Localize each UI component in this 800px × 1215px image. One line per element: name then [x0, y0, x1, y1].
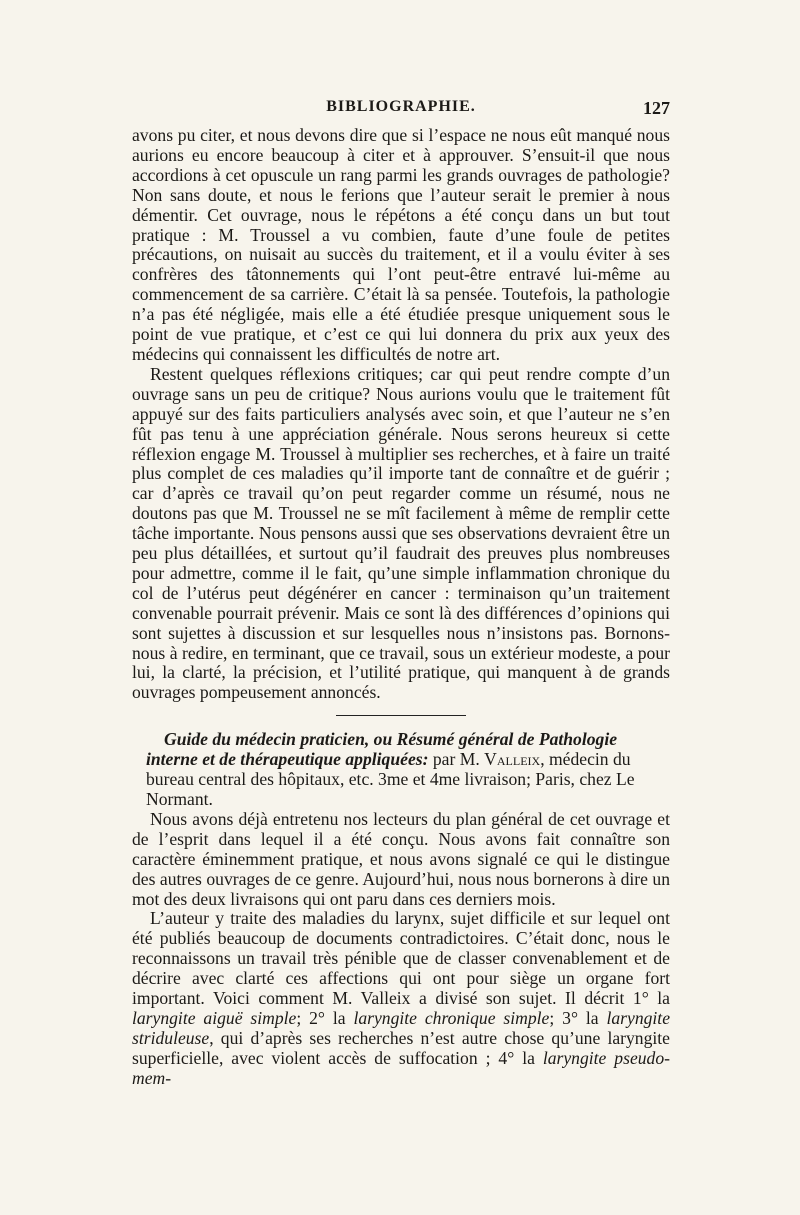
text-run: ; 3° la — [549, 1007, 607, 1028]
paragraph-review-intro: Nous avons déjà entretenu nos lecteurs du plan général de cet ouvrage et de l’esprit dans lequel il a été conçu. Nous avons fait connaître son caractère éminemment pratique, et nous avons signalé ce qui le distingue des autres ouvrages de ce genre. Aujourd’hui, nous nous bornerons à dire un mot des deux livraisons qui ont paru dans ces derniers mois. — [132, 808, 670, 909]
running-title: BIBLIOGRAPHIE. — [326, 98, 476, 115]
italic-term: laryngite striduleuse — [132, 1007, 671, 1048]
paragraph-critique: Restent quelques réflexions critiques; car qui peut rendre compte d’un ouvrage sans un peu de critique? Nous aurions voulu que le traitement fût appuyé sur des faits particuliers analysés avec soin, et que l’auteur ne s’en fût pas tenu à une appréciation générale. Nous serons heureux si cette réflexion engage M. Troussel à multiplier ses recherches, et à faire un traité plus complet de ces maladies qu’il importe tant de connaître et de guérir ; car d’après ce travail qu’on peut regarder comme un résumé, nous ne doutons pas que M. Troussel ne se mît facilement à même de remplir cette tâche importante. Nous pensons aussi que ses observations devraient être un peu plus détaillées, et surtout qu’il faudrait des preuves plus nombreuses pour admettre, comme il le fait, qu’une simple inflammation chronique du col de l’utérus peut dégénérer en cancer : terminaison qu’un traitement convenable pourrait prévenir. Mais ce sont là des différences d’opinions qui sont sujettes à discussion et sur lesquelles nous n’insistons pas. Bornons-nous à redire, en terminant, que ce travail, sous un extérieur modeste, a pour lui, la clarté, la précision, et l’utilité pratique, qui manquent à de grands ouvrages pompeusement annoncés. — [132, 363, 670, 703]
paragraph-review-larynx — [132, 909, 670, 1088]
paragraph-continued: avons pu citer, et nous devons dire que si l’espace ne nous eût manqué nous aurions eu encore beaucoup à citer et à approuver. S’ensuit-il que nous accordions à cet opuscule un rang parmi les grands ouvrages de pathologie? Non sans doute, et nous le ferions que l’auteur serait le premier à nous démentir. Cet ouvrage, nous le répétons a été conçu dans un but tout pratique : M. Troussel a vu combien, faute d’une foule de petites précautions, on nuisait au succès du traitement, et il a voulu éviter à ses confrères des tâtonnements qui l’ont peut-être entravé lui-même au commencement de sa carrière. C’était là sa pensée. Toutefois, la pathologie n’a pas été négligée, mais elle a été étudiée presque uniquement sous le point de vue pratique, et c’est ce qui lui donnera du prix aux yeux des médecins qui connaissent les difficultés de notre art. — [132, 125, 670, 364]
review-by: par M. — [428, 749, 485, 770]
review-publication-info: , médecin du bureau central des hôpitaux, etc. 3me et 4me livraison; Paris, chez Le Normant. — [146, 749, 635, 809]
text-run: , qui d’après ses recherches n’est autre chose qu’une laryngite superficielle, avec violent accès de suffocation ; 4° la — [132, 1027, 670, 1068]
italic-term: laryngite aiguë simple — [132, 1007, 297, 1028]
text-run: ; 2° la — [296, 1007, 354, 1028]
page-body — [132, 126, 670, 1089]
italic-term: laryngite pseudo-mem- — [132, 1047, 671, 1088]
italic-term: laryngite chronique simple — [353, 1007, 550, 1028]
page-header — [132, 98, 670, 126]
page-number: 127 — [643, 98, 670, 118]
section-divider — [336, 715, 466, 716]
review-author: Valleix — [484, 749, 541, 770]
text-run: L’auteur y traite des maladies du larynx, sujet difficile et sur lequel ont été publiés beaucoup de documents contradictoires. C’était donc, nous le reconnaissons un travail très pénible que de classer convenablement et de décrire avec clarté ces affections qui ont pour siège un organe fort important. Voici comment M. Valleix a divisé son sujet. Il décrit 1° la — [132, 908, 670, 1009]
review-heading — [132, 730, 670, 810]
review-book-title: Guide du médecin praticien, ou Résumé général de Pathologie interne et de thérapeutique appliquées: — [146, 729, 618, 770]
